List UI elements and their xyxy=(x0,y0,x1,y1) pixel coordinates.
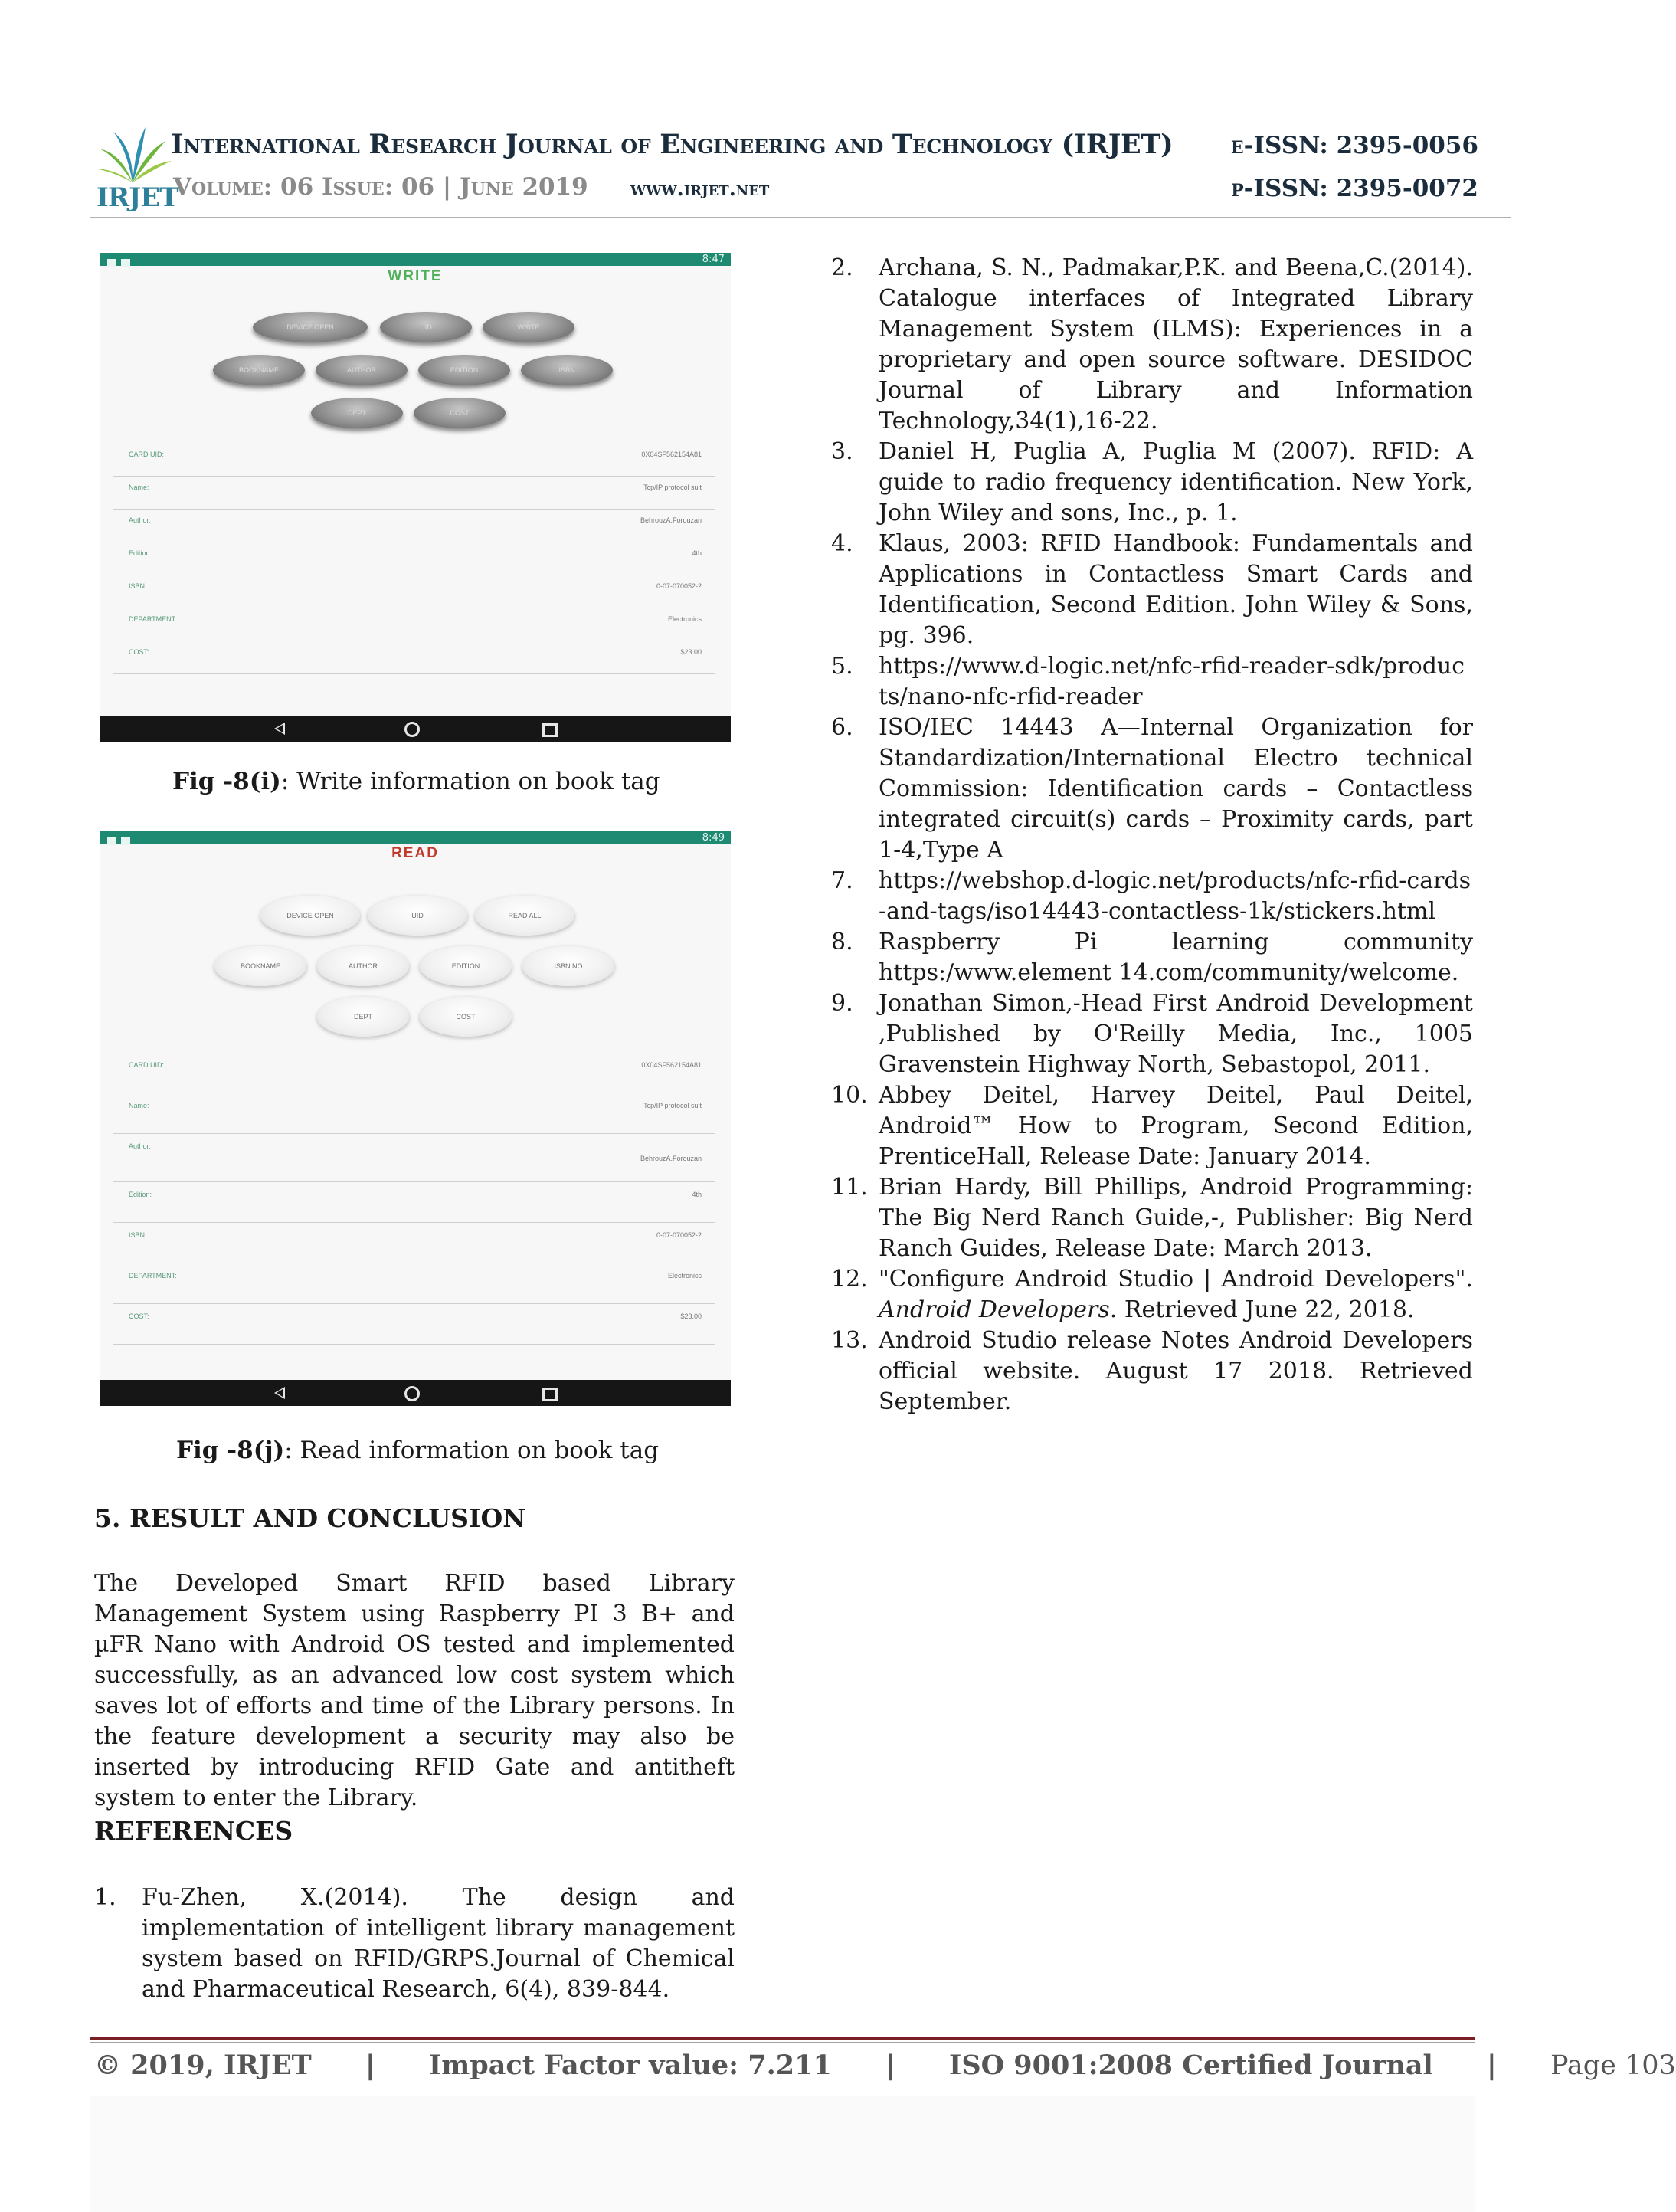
reference-number: 6. xyxy=(831,714,853,741)
logo-text: IRJET xyxy=(97,182,178,213)
author-button[interactable]: AUTHOR xyxy=(316,355,408,385)
reference-item xyxy=(831,529,1473,651)
field-value: Tcp/IP protocol suit xyxy=(643,1102,702,1109)
reference-number: 5. xyxy=(831,653,853,680)
page-footer xyxy=(94,2050,1676,2081)
reference-number: 2. xyxy=(831,254,853,281)
journal-website-link[interactable]: www.irjet.net xyxy=(630,178,770,201)
reference-number: 13. xyxy=(831,1327,868,1354)
reference-text: Archana, S. N., Padmakar,P.K. and Beena,C.(2014). Catalogue interfaces of Integrated Library Management System (ILMS): Experiences in a proprietary and open source software. DESIDOC Journal of Library and Information Technology,34(1),16-22. xyxy=(879,254,1473,434)
field-value: 0X04SF562154A81 xyxy=(641,1061,702,1069)
journal-title: International Research Journal of Engineering and Technology (IRJET) xyxy=(171,129,1174,160)
reference-item xyxy=(831,253,1473,437)
field-label: Name: xyxy=(129,483,149,491)
e-issn: e-ISSN: 2395-0056 xyxy=(1230,132,1478,159)
android-nav-bar xyxy=(100,716,731,742)
field-value: Tcp/IP protocol suit xyxy=(643,483,702,491)
screen-title: READ xyxy=(391,845,439,861)
field-value: BehrouzA.Forouzan xyxy=(640,1155,702,1162)
field-value: 0-07-070052-2 xyxy=(656,582,702,590)
field-label: DEPARTMENT: xyxy=(129,1272,177,1280)
field-label: COST: xyxy=(129,1312,149,1320)
field-department xyxy=(113,1266,715,1304)
caption-text: : Read information on book tag xyxy=(284,1437,660,1464)
author-button[interactable]: AUTHOR xyxy=(317,946,409,986)
recent-apps-icon[interactable] xyxy=(542,723,558,737)
bookname-button[interactable]: BOOKNAME xyxy=(213,355,305,385)
device-open-button[interactable]: DEVICE OPEN xyxy=(253,312,368,342)
field-label: Edition: xyxy=(129,549,152,557)
field-isbn[interactable] xyxy=(113,576,715,608)
reference-number: 3. xyxy=(831,438,853,465)
footer-copyright: © 2019, IRJET xyxy=(94,2050,312,2081)
android-nav-bar xyxy=(100,1380,731,1406)
field-cost xyxy=(113,1306,715,1345)
footer-band xyxy=(90,2096,1475,2212)
field-author[interactable] xyxy=(113,510,715,542)
dept-button[interactable]: DEPT xyxy=(317,997,409,1037)
status-time: 8:49 xyxy=(702,832,725,844)
field-department[interactable] xyxy=(113,609,715,641)
reference-number: 7. xyxy=(831,867,853,894)
field-value: 0X04SF562154A81 xyxy=(641,451,702,458)
field-value: 0-07-070052-2 xyxy=(656,1231,702,1239)
reference-text: Abbey Deitel, Harvey Deitel, Paul Deitel, Android™ How to Program, Second Edition, PrenticeHall, Release Date: January 2014. xyxy=(879,1082,1473,1170)
reference-text-part: . Retrieved June 22, 2018. xyxy=(1109,1296,1415,1323)
field-edition xyxy=(113,1185,715,1223)
reference-item xyxy=(831,713,1473,866)
reference-text: Fu-Zhen, X.(2014). The design and implementation of intelligent library management system based on RFID/GRPS.Journal of Chemical and Pharmaceutical Research, 6(4), 839-844. xyxy=(142,1884,735,2003)
footer-impact-factor: Impact Factor value: 7.211 xyxy=(428,2050,832,2081)
figure-8i-screenshot xyxy=(100,253,731,736)
footer-separator: | xyxy=(885,2050,895,2081)
field-label: Author: xyxy=(129,1142,152,1150)
reference-text: ISO/IEC 14443 A—Internal Organization for Standardization/International Electro technical Commission: Identification cards – Contactless integrated circuit(s) cards – Proximity cards, part 1-4,Type A xyxy=(879,714,1473,863)
write-button[interactable]: WRITE xyxy=(483,312,574,342)
reference-text: Brian Hardy, Bill Phillips, Android Programming: The Big Nerd Ranch Guide,-, Publisher: Big Nerd Ranch Guides, Release Date: March 2013. xyxy=(879,1174,1473,1262)
device-open-button[interactable]: DEVICE OPEN xyxy=(260,896,360,936)
reference-number: 9. xyxy=(831,990,853,1017)
references-list-right xyxy=(831,253,1473,1417)
references-heading: REFERENCES xyxy=(94,1816,293,1846)
field-card-uid xyxy=(113,444,715,477)
reference-item[interactable] xyxy=(831,651,1473,713)
reference-text: Raspberry Pi learning community https:/www.element 14.com/community/welcome. xyxy=(879,929,1473,986)
edition-button[interactable]: EDITION xyxy=(418,355,510,385)
field-author xyxy=(113,1136,715,1182)
field-edition[interactable] xyxy=(113,543,715,575)
reference-number: 4. xyxy=(831,530,853,557)
reference-text: Klaus, 2003: RFID Handbook: Fundamentals and Applications in Contactless Smart Cards and Identification, Second Edition. John Wiley & Sons, pg. 396. xyxy=(879,530,1473,649)
reference-item xyxy=(831,1080,1473,1172)
figure-8j-screenshot xyxy=(100,831,731,1406)
field-name[interactable] xyxy=(113,477,715,510)
uid-button[interactable]: UID xyxy=(368,896,467,936)
reference-number: 10. xyxy=(831,1082,868,1109)
field-name xyxy=(113,1096,715,1134)
footer-rule-thin xyxy=(90,2042,1475,2043)
page-header xyxy=(90,123,1515,218)
field-value: Electronics xyxy=(667,615,702,623)
caption-label: Fig -8(j) xyxy=(176,1437,285,1464)
isbn-button[interactable]: ISBN xyxy=(521,355,613,385)
field-value: 4th xyxy=(692,1191,702,1198)
field-label: Edition: xyxy=(129,1191,152,1198)
irjet-logo xyxy=(90,123,178,213)
cost-button[interactable]: COST xyxy=(414,398,506,428)
reference-item xyxy=(831,927,1473,988)
reference-item xyxy=(94,1883,735,2005)
bookname-button[interactable]: BOOKNAME xyxy=(214,946,306,986)
reference-number: 11. xyxy=(831,1174,868,1201)
field-value: Electronics xyxy=(667,1272,702,1280)
home-icon[interactable] xyxy=(404,1386,420,1401)
reference-text-italic: Android Developers xyxy=(879,1296,1110,1323)
read-all-button[interactable]: READ ALL xyxy=(475,896,574,936)
figure-8i-caption xyxy=(172,768,660,795)
field-isbn xyxy=(113,1225,715,1263)
dept-button[interactable]: DEPT xyxy=(311,398,403,428)
field-label: Name: xyxy=(129,1102,149,1109)
isbn-no-button[interactable]: ISBN NO xyxy=(522,946,614,986)
status-time: 8:47 xyxy=(702,254,725,265)
reference-item xyxy=(831,1172,1473,1264)
figure-8j-caption xyxy=(176,1437,659,1464)
footer-separator: | xyxy=(365,2050,375,2081)
reference-item xyxy=(831,988,1473,1080)
reference-url-link[interactable]: https://www.d-logic.net/nfc-rfid-reader-sdk/products/nano-nfc-rfid-reader xyxy=(879,653,1465,710)
reference-item xyxy=(831,1326,1473,1417)
back-icon[interactable] xyxy=(274,723,285,735)
field-value: $23.00 xyxy=(680,648,702,656)
android-status-bar xyxy=(100,253,731,266)
reference-number: 12. xyxy=(831,1266,868,1293)
field-label: ISBN: xyxy=(129,1231,147,1239)
conclusion-paragraph: The Developed Smart RFID based Library Management System using Raspberry PI 3 B+ and µFR Nano with Android OS tested and implemented successfully, as an advanced low cost system which saves lot of efforts and time of the Library persons. In the feature development a security may also be inserted by introducing RFID Gate and antitheft system to enter the Library. xyxy=(94,1570,735,1811)
volume-issue: Volume: 06 Issue: 06 | June 2019 xyxy=(173,173,588,201)
references-list-left xyxy=(94,1883,735,2005)
back-icon[interactable] xyxy=(274,1387,285,1399)
reference-item xyxy=(831,1264,1473,1326)
reference-text: Android Studio release Notes Android Developers official website. August 17 2018. Retrieved September. xyxy=(879,1327,1473,1415)
field-value: BehrouzA.Forouzan xyxy=(640,516,702,524)
reference-item xyxy=(831,437,1473,529)
edition-button[interactable]: EDITION xyxy=(420,946,512,986)
footer-rule xyxy=(90,2037,1475,2040)
reference-number: 8. xyxy=(831,929,853,955)
reference-item[interactable] xyxy=(831,866,1473,927)
caption-text: : Write information on book tag xyxy=(280,768,660,795)
field-label: COST: xyxy=(129,648,149,656)
reference-text xyxy=(879,1264,1473,1326)
field-cost[interactable] xyxy=(113,642,715,674)
p-issn: p-ISSN: 2395-0072 xyxy=(1231,175,1478,202)
field-label: CARD UID: xyxy=(129,1061,165,1069)
field-value: $23.00 xyxy=(680,1312,702,1320)
screen-title: WRITE xyxy=(388,268,443,284)
field-label: DEPARTMENT: xyxy=(129,615,177,623)
field-label: ISBN: xyxy=(129,582,147,590)
reference-url-link[interactable]: https://webshop.d-logic.net/products/nfc-rfid-cards-and-tags/iso14443-contactless-1k/stickers.html xyxy=(879,867,1471,925)
footer-iso: ISO 9001:2008 Certified Journal xyxy=(948,2050,1433,2081)
footer-page-number: Page 103 xyxy=(1550,2050,1676,2081)
reference-text-part: "Configure Android Studio | Android Developers". xyxy=(879,1266,1473,1293)
recent-apps-icon[interactable] xyxy=(542,1388,558,1401)
android-status-bar xyxy=(100,831,731,844)
home-icon[interactable] xyxy=(404,722,420,737)
reference-number: 1. xyxy=(94,1884,116,1911)
footer-separator: | xyxy=(1487,2050,1497,2081)
cost-button[interactable]: COST xyxy=(420,997,512,1037)
field-card-uid xyxy=(113,1055,715,1093)
field-label: CARD UID: xyxy=(129,451,165,458)
reference-text: Jonathan Simon,-Head First Android Development ,Published by O'Reilly Media, Inc., 1005 Gravenstein Highway North, Sebastopol, 2011. xyxy=(879,990,1473,1078)
field-label: Author: xyxy=(129,516,152,524)
uid-button[interactable]: UID xyxy=(380,312,472,342)
header-divider xyxy=(90,217,1511,218)
caption-label: Fig -8(i) xyxy=(172,768,281,795)
field-value: 4th xyxy=(692,549,702,557)
section-heading: 5. RESULT AND CONCLUSION xyxy=(94,1503,526,1533)
reference-text: Daniel H, Puglia A, Puglia M (2007). RFID: A guide to radio frequency identification. New York, John Wiley and sons, Inc., p. 1. xyxy=(879,438,1473,526)
